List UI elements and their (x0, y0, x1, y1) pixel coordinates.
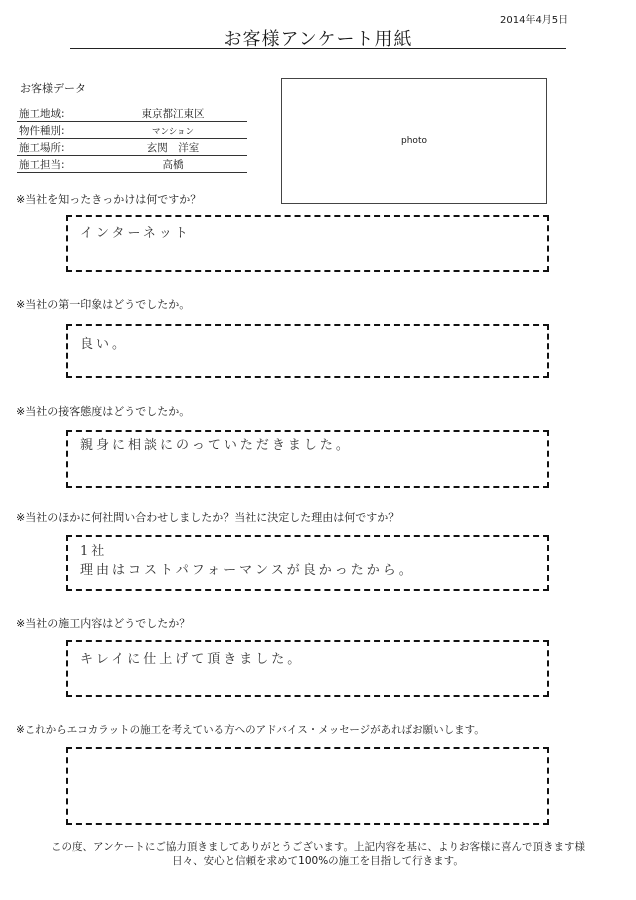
question-4-label: ※当社のほかに何社問い合わせしましたか？当社に決定した理由は何ですか？ (16, 511, 400, 524)
customer-row-staff (17, 156, 247, 173)
title-underline (70, 48, 566, 49)
answer-5-line-1: キレイに仕上げて頂きました。 (80, 652, 304, 667)
customer-row-property-type (17, 122, 247, 139)
customer-row-location (17, 139, 247, 156)
footer-message (0, 840, 636, 868)
footer-line-1: この度、アンケートにご協力頂きましてありがとうございます。上記内容を基に、よりお客様に喜んで頂きます様 (50, 841, 586, 853)
location-value: 玄関 洋室 (146, 142, 200, 154)
answer-6-box (66, 747, 549, 825)
answer-4-box (66, 535, 549, 591)
location-label: 施工場所: (19, 142, 65, 154)
answer-1-box (66, 215, 549, 272)
answer-2-box (66, 324, 549, 378)
answer-4-line-1: 1社 (80, 544, 108, 559)
property-type-label: 物件種別: (19, 125, 65, 137)
staff-label: 施工担当: (19, 159, 65, 171)
photo-label: photo (401, 136, 427, 146)
property-type-value: マンション (151, 127, 195, 137)
survey-date: 2014年4月5日 (500, 15, 569, 26)
footer-line-2: 日々、安心と信頼を求めて100%の施工を目指して行きます。 (172, 855, 464, 867)
answer-5-box (66, 640, 549, 697)
area-label: 施工地域: (19, 108, 65, 120)
answer-1-line-1: インターネット (80, 226, 191, 241)
answer-2-line-1: 良い。 (80, 337, 129, 352)
question-2-label: ※当社の第一印象はどうでしたか。 (16, 298, 191, 311)
question-3-label: ※当社の接客態度はどうでしたか。 (16, 405, 191, 418)
staff-value: 高橋 (162, 159, 184, 171)
customer-data-table (17, 105, 247, 173)
customer-data-heading: お客様データ (20, 82, 86, 95)
customer-row-area (17, 105, 247, 122)
area-value: 東京都江東区 (141, 108, 205, 120)
photo-placeholder (281, 78, 547, 204)
question-1-label: ※当社を知ったきっかけは何ですか？ (16, 193, 202, 206)
answer-3-line-1: 親身に相談にのっていただきました。 (80, 438, 352, 453)
answer-4-line-2: 理由はコストパフォーマンスが良かったから。 (80, 563, 415, 578)
question-6-label: ※これからエコカラットの施工を考えている方へのアドバイス・メッセージがあればお願いします。 (16, 724, 485, 736)
page-title: お客様アンケート用紙 (223, 29, 413, 50)
question-5-label: ※当社の施工内容はどうでしたか？ (16, 617, 191, 630)
answer-3-box (66, 430, 549, 488)
